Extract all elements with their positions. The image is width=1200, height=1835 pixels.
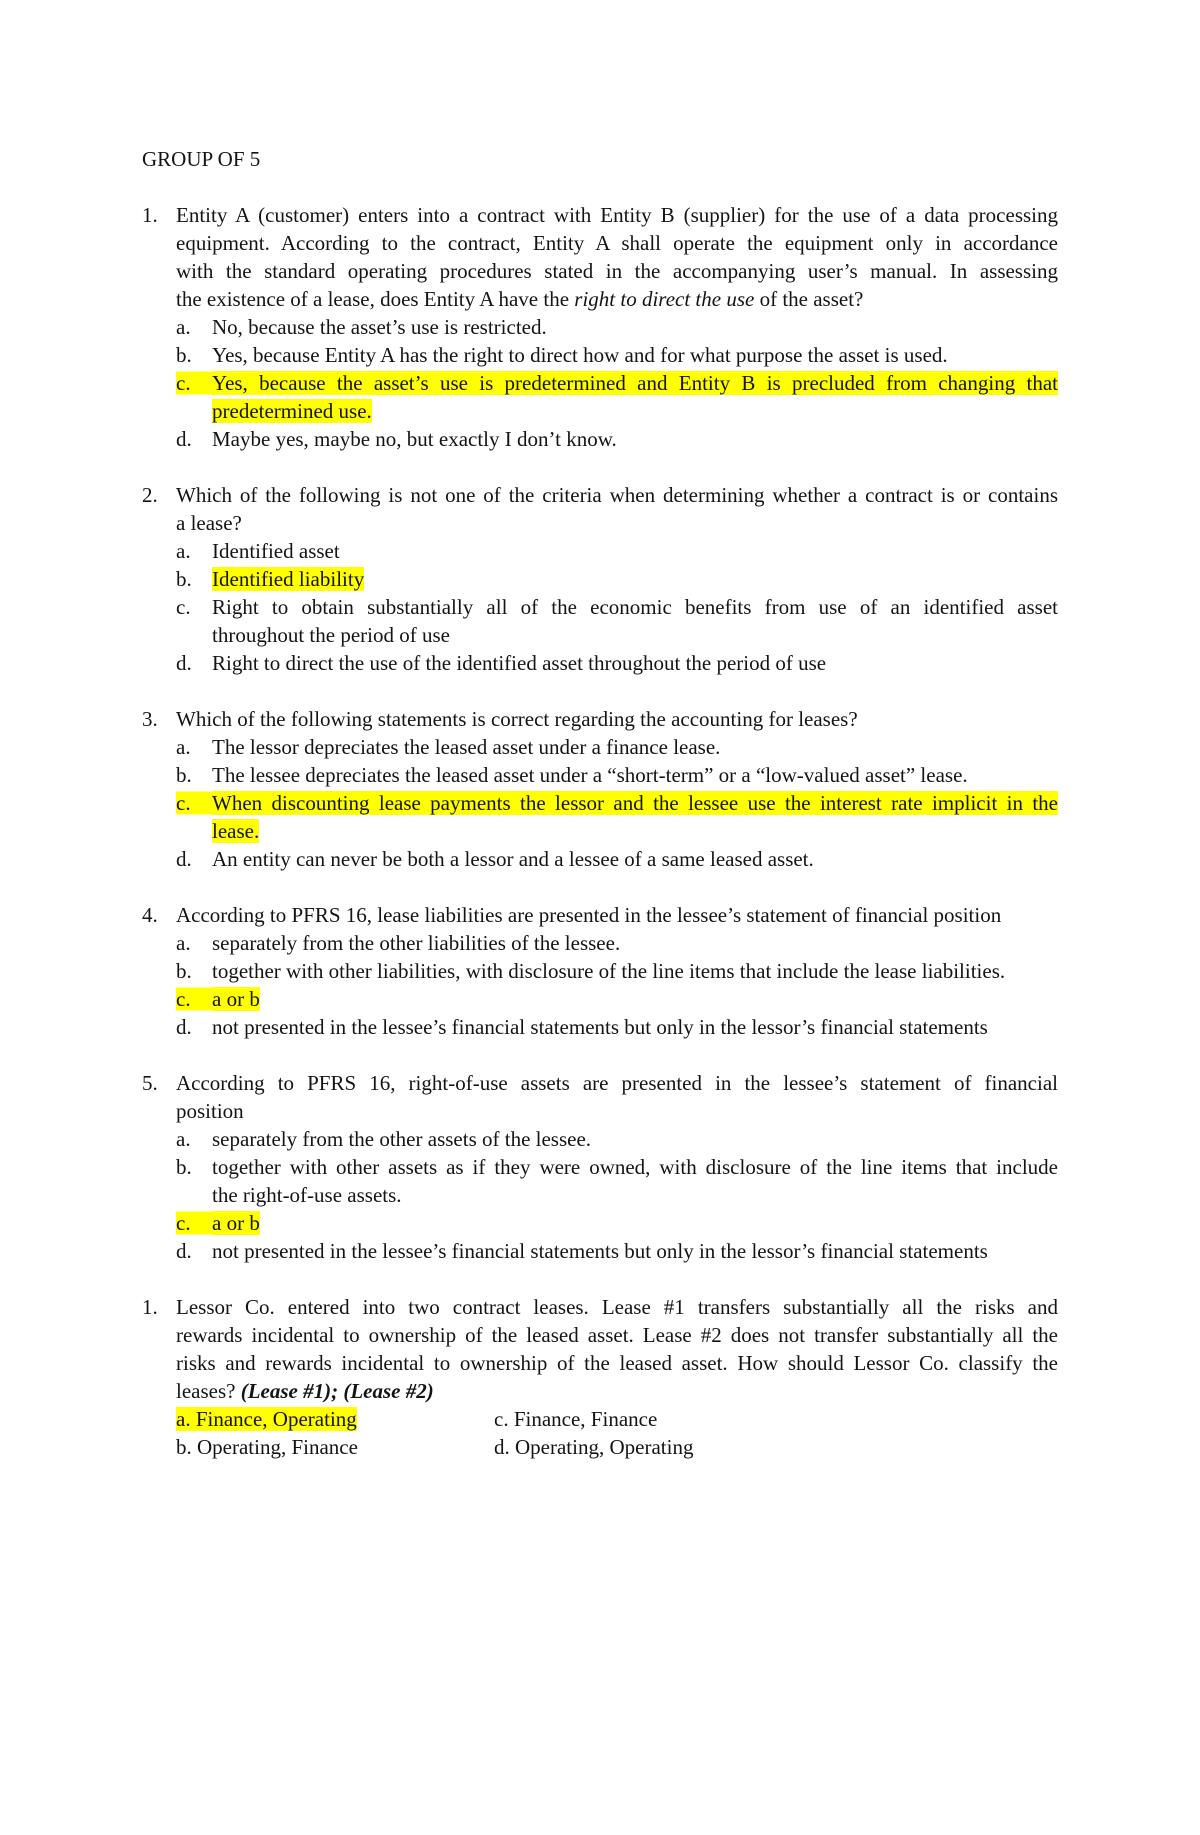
question-6 — [142, 1293, 1058, 1461]
blank-line — [142, 173, 1058, 201]
option-b — [176, 1153, 1058, 1209]
option-b — [176, 565, 1058, 593]
option-text — [212, 313, 1058, 341]
question-number: 4. — [142, 903, 158, 927]
question-2 — [142, 481, 1058, 677]
option-text: Finance, Finance — [513, 1407, 658, 1431]
question-number: 3. — [142, 707, 158, 731]
option-text-line — [212, 789, 1058, 817]
blank-line — [142, 677, 1058, 705]
question-body — [176, 705, 1058, 873]
blank-line — [142, 873, 1058, 901]
stem-line: Lessor Co. entered into two contract leases. Lease #1 transfers substantially all the risks and — [176, 1295, 1058, 1319]
option-text-line — [212, 1209, 1058, 1237]
question-3 — [142, 705, 1058, 873]
stem-line: Which of the following statements is correct regarding the accounting for leases? — [176, 707, 858, 731]
question-number: 5. — [142, 1071, 158, 1095]
option-letter: a. — [176, 1127, 191, 1151]
option-text: Operating, Finance — [197, 1435, 358, 1459]
option-letter: d. — [176, 1239, 192, 1263]
highlighted-text: a or b — [212, 1211, 260, 1235]
option-text — [212, 1125, 1058, 1153]
option-c — [494, 1405, 894, 1433]
option-text-line: not presented in the lessee’s financial statements but only in the lessor’s financial statements — [212, 1015, 988, 1039]
option-text-line: Identified asset — [212, 539, 340, 563]
option-b — [176, 341, 1058, 369]
stem-line: equipment. According to the contract, Entity A shall operate the equipment only in accordance — [176, 231, 1058, 255]
option-letter: b. — [176, 567, 192, 591]
question-5 — [142, 1069, 1058, 1265]
option-c — [176, 789, 1058, 845]
blank-line — [142, 1265, 1058, 1293]
question-number: 1. — [142, 1295, 158, 1319]
highlighted-text: lease. — [212, 819, 260, 843]
option-text — [212, 537, 1058, 565]
stem-line: a lease? — [176, 511, 242, 535]
option-text — [212, 733, 1058, 761]
stem-line: Which of the following is not one of the criteria when determining whether a contract is or contains — [176, 483, 1058, 507]
option-text-line: The lessor depreciates the leased asset under a finance lease. — [212, 735, 721, 759]
option-letter: b. — [176, 763, 192, 787]
option-letter: c. — [494, 1407, 509, 1431]
option-text-line: separately from the other assets of the lessee. — [212, 1127, 592, 1151]
option-b — [176, 957, 1058, 985]
blank-line — [142, 453, 1058, 481]
option-text — [212, 761, 1058, 789]
option-letter: d. — [176, 1015, 192, 1039]
stem-line: rewards incidental to ownership of the leased asset. Lease #2 does not transfer substantially all the — [176, 1323, 1058, 1347]
option-text-line: An entity can never be both a lessor and a lessee of a same leased asset. — [212, 847, 814, 871]
option-b — [176, 761, 1058, 789]
option-text-line — [212, 397, 1058, 425]
option-letter: a. — [176, 1407, 191, 1431]
option-letter: c. — [176, 1209, 212, 1237]
option-a — [176, 733, 1058, 761]
option-text-line — [212, 985, 1058, 1013]
option-text — [212, 1237, 1058, 1265]
answer-options — [176, 1405, 1058, 1461]
question-4 — [142, 901, 1058, 1041]
option-text: Finance, Operating — [195, 1407, 357, 1431]
stem-emphasis: right to direct the use — [574, 287, 755, 311]
option-text-line: separately from the other liabilities of the lessee. — [212, 931, 621, 955]
highlighted-text: Identified liability — [212, 567, 365, 591]
option-text-line: together with other liabilities, with disclosure of the line items that include the lease liabilities. — [212, 959, 1006, 983]
option-text: Operating, Operating — [515, 1435, 694, 1459]
stem-line: According to PFRS 16, lease liabilities are presented in the lessee’s statement of financial position — [176, 903, 1002, 927]
option-text-line: the right-of-use assets. — [212, 1183, 402, 1207]
option-b — [176, 1433, 494, 1461]
option-a — [176, 1125, 1058, 1153]
option-c — [176, 369, 1058, 425]
option-text-line: No, because the asset’s use is restricted. — [212, 315, 547, 339]
stem-line — [176, 1377, 1058, 1405]
document-content — [142, 145, 1058, 1461]
option-text-line — [212, 369, 1058, 397]
option-letter: d. — [176, 651, 192, 675]
stem-line: with the standard operating procedures stated in the accompanying user’s manual. In assessing — [176, 259, 1058, 283]
option-a — [176, 313, 1058, 341]
question-body — [176, 481, 1058, 677]
option-text — [212, 957, 1058, 985]
option-letter: a. — [176, 735, 191, 759]
option-letter: a. — [176, 315, 191, 339]
question-body — [176, 1069, 1058, 1265]
question-number: 1. — [142, 203, 158, 227]
option-text — [212, 845, 1058, 873]
option-text — [212, 649, 1058, 677]
option-c — [176, 1209, 1058, 1237]
option-a — [176, 537, 1058, 565]
question-body — [176, 201, 1058, 453]
question-number: 2. — [142, 483, 158, 507]
option-letter: a. — [176, 539, 191, 563]
option-text — [212, 425, 1058, 453]
stem-line: position — [176, 1099, 244, 1123]
option-text-line: Right to direct the use of the identified asset throughout the period of use — [212, 651, 827, 675]
option-d — [176, 649, 1058, 677]
option-text-line — [212, 817, 1058, 845]
option-text-line — [212, 565, 1058, 593]
highlighted-text: When discounting lease payments the lessor and the lessee use the interest rate implicit in the — [212, 791, 1058, 815]
stem-line: Entity A (customer) enters into a contract with Entity B (supplier) for the use of a data processing — [176, 203, 1058, 227]
option-letter: a. — [176, 931, 191, 955]
option-text — [212, 985, 1058, 1013]
stem-text: the existence of a lease, does Entity A have the — [176, 287, 575, 311]
option-d — [494, 1433, 894, 1461]
option-d — [176, 845, 1058, 873]
option-letter: b. — [176, 1155, 192, 1179]
option-letter: b. — [176, 959, 192, 983]
question-body — [176, 901, 1058, 1041]
option-text — [212, 341, 1058, 369]
option-a — [176, 1405, 494, 1433]
option-text — [212, 789, 1058, 845]
stem-text: of the asset? — [754, 287, 864, 311]
option-letter: b. — [176, 1435, 192, 1459]
option-text — [212, 1209, 1058, 1237]
highlighted-text: Yes, because the asset’s use is predetermined and Entity B is precluded from changing that — [212, 371, 1058, 395]
option-text — [212, 593, 1058, 649]
document-title: GROUP OF 5 — [142, 147, 261, 171]
question-1 — [142, 201, 1058, 453]
option-letter: d. — [176, 427, 192, 451]
option-text-line: Yes, because Entity A has the right to direct how and for what purpose the asset is used. — [212, 343, 948, 367]
option-c — [176, 985, 1058, 1013]
stem-text: leases? — [176, 1379, 241, 1403]
stem-emphasis: (Lease #1); (Lease #2) — [240, 1379, 434, 1403]
option-text — [212, 369, 1058, 425]
question-body — [176, 1293, 1058, 1461]
option-text-line: The lessee depreciates the leased asset under a “short-term” or a “low-valued asset” lease. — [212, 763, 968, 787]
highlighted-text: a or b — [212, 987, 260, 1011]
option-letter: c. — [176, 985, 212, 1013]
option-text-line: Right to obtain substantially all of the economic benefits from use of an identified asset — [212, 595, 1058, 619]
stem-line: risks and rewards incidental to ownership of the leased asset. How should Lessor Co. classify the — [176, 1351, 1058, 1375]
option-letter: d. — [494, 1435, 510, 1459]
highlighted-option — [176, 1407, 357, 1431]
option-letter: c. — [176, 369, 212, 397]
option-text — [212, 565, 1058, 593]
option-text-line: together with other assets as if they were owned, with disclosure of the line items that include — [212, 1155, 1058, 1179]
blank-line — [142, 1041, 1058, 1069]
option-text-line: throughout the period of use — [212, 623, 450, 647]
stem-line: According to PFRS 16, right-of-use assets are presented in the lessee’s statement of financial — [176, 1071, 1058, 1095]
option-text-line: not presented in the lessee’s financial statements but only in the lessor’s financial statements — [212, 1239, 988, 1263]
option-text — [212, 1013, 1058, 1041]
option-text-line: Maybe yes, maybe no, but exactly I don’t know. — [212, 427, 617, 451]
option-letter: b. — [176, 343, 192, 367]
option-d — [176, 1013, 1058, 1041]
option-d — [176, 425, 1058, 453]
option-letter: c. — [176, 595, 191, 619]
stem-line — [176, 285, 1058, 313]
option-letter: c. — [176, 789, 212, 817]
option-letter: d. — [176, 847, 192, 871]
option-d — [176, 1237, 1058, 1265]
option-a — [176, 929, 1058, 957]
highlighted-text: predetermined use. — [212, 399, 372, 423]
option-text — [212, 929, 1058, 957]
option-c — [176, 593, 1058, 649]
option-text — [212, 1153, 1058, 1209]
